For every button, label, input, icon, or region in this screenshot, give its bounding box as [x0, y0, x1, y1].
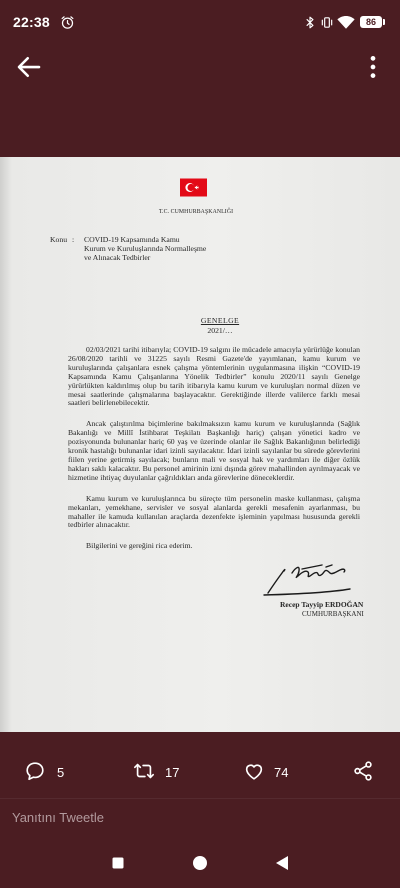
system-back-button[interactable] — [270, 851, 294, 875]
home-button[interactable] — [188, 851, 212, 875]
back-arrow-icon — [14, 52, 44, 82]
subject-line: COVID-19 Kapsamında Kamu — [84, 235, 180, 244]
circular-heading — [170, 316, 270, 336]
paragraph: Ancak çalıştırılma biçimlerine bakılmaksızın kamu kurum ve kuruluşlarında (Sağlık Bakanlığı ve Millî İstihbarat Teşkilatı Başkanlığı hariç) çalışan yönetici kadro ve pozisyonunda bulunanlar hariç 60 yaş ve üzerinde olanlar ile Sağlık Bakanlığının belirlediği kronik hastalığı bulunanlar idari izinli sayılacaktır. İdari izinli sayılanlar bu sürede görevlerini fiilen yerine getirmiş sayılacak; bunların mali ve sosyal hak ve yardımları ile diğer özlük hakları saklı kalacaktır. Bu personel amirinin izni dışında görev mahallinden ayrılmayacak ve hizmetine ihtiyaç duyulanlar çağrıldıkları anda görevlerine döneceklerdir. — [68, 419, 360, 482]
reply-icon — [24, 760, 46, 782]
back-triangle-icon — [270, 851, 294, 875]
paragraph: Kamu kurum ve kuruluşlarınca bu süreçte tüm personelin maske kullanması, çalışma mekanları, yemekhane, servisler ve sosyal alanlarda gerekli mesafenin ayarlanması, bu mahaller ile kamuda kullanılan araçlarda dezenfekte işleminin yapılması hususunda gerekli tedbirler alınacaktır. — [68, 493, 360, 530]
document-image[interactable] — [0, 157, 400, 732]
vibrate-icon — [320, 15, 334, 30]
subject-line: ve Alınacak Tedbirler — [84, 253, 151, 262]
subject-line: Kurum ve Kuruluşlarında Normalleşme — [84, 244, 207, 253]
bluetooth-icon — [303, 15, 317, 30]
closing-line: Bilgilerini ve gereğini rica ederim. — [86, 541, 193, 551]
back-button[interactable] — [14, 52, 44, 82]
retweet-count: 17 — [165, 765, 180, 780]
system-navigation-bar — [0, 838, 400, 888]
signer-title: CUMHURBAŞKANI — [302, 610, 364, 618]
paragraph: 02/03/2021 tarihi itibarıyla; COVID-19 salgını ile mücadele amacıyla yürürlüğe konulan 26/08/2020 tarihli ve 31225 sayılı Resmi Gazete'de yayımlanan, kamu kurum ve kuruluşlarında çalışanlara esnek çalışma yöntemlerinin uygulanmasına ilişkin “COVID-19 Kapsamında Kamu Çalışanlarına Yönelik Tedbirler” konulu 2020/11 sayılı Genelge yürürlükten kaldırılmış olup bu tarih itibarıyla kamu kurum ve kuruluşları normal düzen ve mesai saatlerinde çalışmalarına başlayacaktır. Gerektiğinde illerde valilerce farklı mesai saatleri belirlenebilecektir. — [68, 345, 360, 408]
subject-label: Konu — [50, 235, 68, 244]
share-button[interactable] — [352, 760, 376, 784]
document-body — [68, 346, 360, 563]
home-circle-icon — [188, 851, 212, 875]
battery-nub — [383, 19, 385, 25]
signature — [262, 559, 354, 601]
heart-icon — [243, 760, 265, 782]
subject-separator: : — [72, 235, 75, 244]
document-header: T.C. CUMHURBAŞKANLIĞI — [158, 209, 234, 215]
alarm-icon — [60, 15, 75, 30]
recents-button[interactable] — [106, 851, 130, 875]
reply-count: 5 — [57, 765, 65, 780]
subject-text — [84, 235, 206, 262]
signer-name: Recep Tayyip ERDOĞAN — [280, 600, 364, 609]
more-options-button[interactable] — [360, 53, 386, 81]
recents-square-icon — [106, 851, 130, 875]
like-count: 74 — [274, 765, 289, 780]
circular-title: GENELGE — [200, 316, 240, 325]
reply-placeholder: Yanıtını Tweetle — [12, 810, 105, 825]
battery-icon: 86 — [360, 16, 382, 28]
reply-tweet-input[interactable] — [0, 798, 400, 837]
retweet-icon — [133, 760, 155, 782]
turkish-flag-emblem — [180, 178, 207, 197]
circular-number: 2021/… — [207, 326, 233, 335]
wifi-icon — [337, 14, 355, 30]
more-vertical-icon — [360, 53, 386, 81]
share-icon — [352, 760, 374, 782]
status-time: 22:38 — [13, 14, 50, 30]
